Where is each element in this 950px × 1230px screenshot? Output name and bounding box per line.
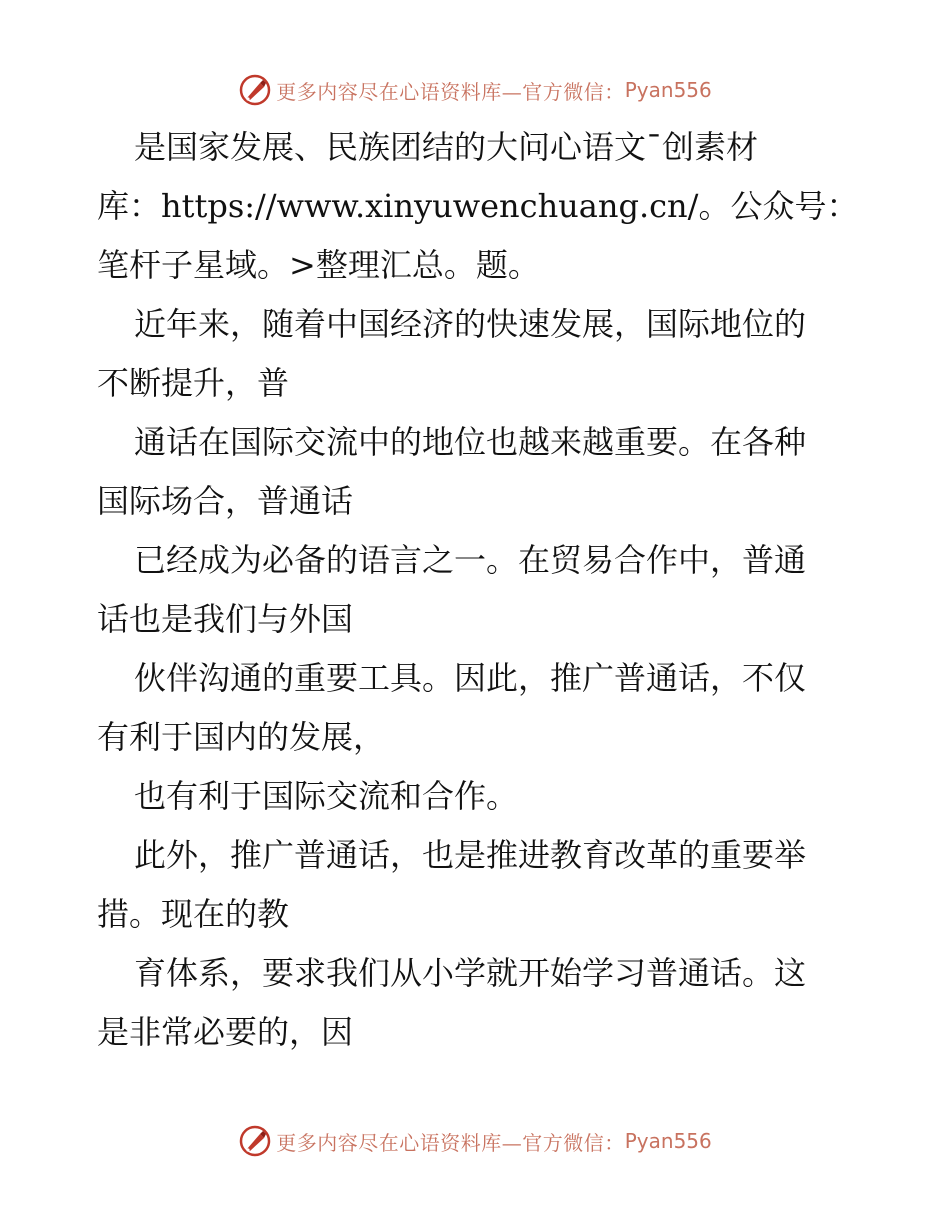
body-line: 通话在国际交流中的地位也越来越重要。在各种 bbox=[134, 423, 807, 461]
body-line: 也有利于国际交流和合作。 bbox=[134, 777, 519, 815]
body-line: 不断提升，普 bbox=[97, 364, 290, 402]
footer-wechat-id: Pyan556 bbox=[624, 1129, 712, 1153]
body-line: 近年来，随着中国经济的快速发展，国际地位的 bbox=[134, 305, 807, 343]
body-line: 是非常必要的，因 bbox=[97, 1013, 354, 1051]
footer-banner-text: 更多内容尽在心语资料库—官方微信： bbox=[276, 1130, 625, 1155]
body-line: 库：https://www.xinyuwenchuang.cn/。公众号： bbox=[97, 187, 859, 225]
body-line: 措。现在的教 bbox=[97, 895, 290, 933]
body-line: 此外，推广普通话，也是推进教育改革的重要举 bbox=[134, 836, 807, 874]
body-line: 话也是我们与外国 bbox=[97, 600, 354, 638]
fountain-pen-logo-icon bbox=[238, 1124, 272, 1158]
header-wechat-id: Pyan556 bbox=[624, 78, 712, 102]
body-line: 有利于国内的发展， bbox=[97, 718, 386, 756]
header-banner-text: 更多内容尽在心语资料库—官方微信： bbox=[276, 79, 625, 104]
body-line: 笔杆子星域。>整理汇总。题。 bbox=[97, 246, 540, 284]
footer-banner bbox=[0, 1124, 950, 1158]
body-line: 是国家发展、民族团结的大问心语文¯创素材 bbox=[134, 128, 759, 166]
body-line: 已经成为必备的语言之一。在贸易合作中，普通 bbox=[134, 541, 807, 579]
fountain-pen-logo-icon bbox=[238, 73, 272, 107]
document-body bbox=[97, 118, 857, 1062]
body-line: 国际场合，普通话 bbox=[97, 482, 354, 520]
body-line: 伙伴沟通的重要工具。因此，推广普通话，不仅 bbox=[134, 659, 807, 697]
header-banner bbox=[0, 73, 950, 107]
body-line: 育体系，要求我们从小学就开始学习普通话。这 bbox=[134, 954, 807, 992]
